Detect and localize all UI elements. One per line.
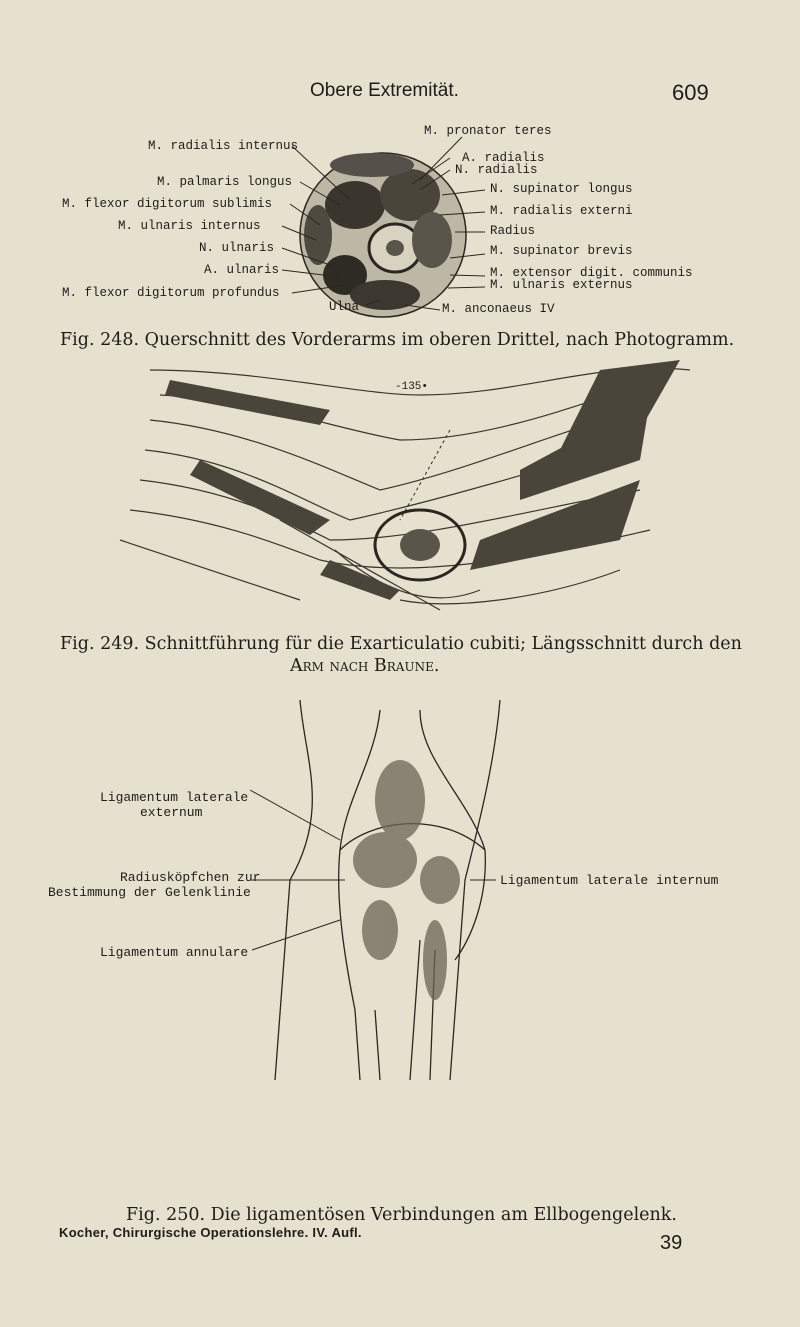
- outer-contour-left: [275, 700, 312, 1080]
- fig248-label-right: Radius: [490, 224, 536, 238]
- fig250-shading: [353, 760, 460, 1000]
- elbow-ligament-illustration: [275, 700, 500, 1080]
- fig249-caption-line1: Fig. 249. Schnittführung für die Exarticulatio cubiti; Längsschnitt durch den: [60, 634, 742, 654]
- fig248-label-left: N. ulnaris: [199, 241, 275, 255]
- fig250-label-lig-int: Ligamentum laterale internum: [500, 873, 719, 888]
- fig250-caption: Fig. 250. Die ligamentösen Verbindungen am Ellbogengelenk.: [126, 1205, 677, 1225]
- fig248-caption: Fig. 248. Querschnitt des Vorderarms im oberen Drittel, nach Photogramm.: [60, 330, 735, 350]
- fig248-label-right: M. ulnaris externus: [490, 278, 633, 292]
- fig249-caption-line2: Arm nach Braune.: [290, 656, 440, 676]
- page-number: 609: [672, 80, 709, 105]
- fig250-label-radius-2: Bestimmung der Gelenklinie: [48, 885, 251, 900]
- fig248-label-right: M. pronator teres: [424, 124, 552, 138]
- fig248-label-right: N. radialis: [455, 163, 538, 177]
- fig250-label-lig-ext-1: Ligamentum laterale: [100, 790, 249, 805]
- fig248-label-left: M. flexor digitorum profundus: [62, 286, 280, 300]
- fig248-label-right: M. extensor digit. communis: [490, 266, 693, 280]
- fig250-label-lig-ext-2: externum: [140, 805, 203, 820]
- fig249-mark: -135•: [395, 381, 429, 393]
- fig248-label-left: A. ulnaris: [204, 263, 280, 277]
- fig248-label-right: A. radialis: [462, 151, 545, 165]
- fig248-label-left: M. flexor digitorum sublimis: [62, 197, 273, 211]
- fig248-label-right: N. supinator longus: [490, 182, 633, 196]
- fig248-label-right: M. anconaeus IV: [442, 302, 555, 316]
- fig250-label-radius-1: Radiusköpfchen zur: [120, 870, 261, 885]
- fig248-label-right: M. supinator brevis: [490, 244, 633, 258]
- fig248-label-left: Ulna: [329, 300, 360, 314]
- running-header: Obere Extremität.: [310, 80, 459, 101]
- signature-number: 39: [660, 1232, 683, 1254]
- fig248-label-left: M. radialis internus: [148, 139, 299, 153]
- fig250-label-annulare: Ligamentum annulare: [100, 945, 249, 960]
- fig248-label-left: M. ulnaris internus: [118, 219, 261, 233]
- fig248-label-left: M. palmaris longus: [157, 175, 293, 189]
- footer-text: Kocher, Chirurgische Operationslehre. IV. Aufl.: [59, 1225, 362, 1240]
- fig248-label-right: M. radialis externi: [490, 204, 633, 218]
